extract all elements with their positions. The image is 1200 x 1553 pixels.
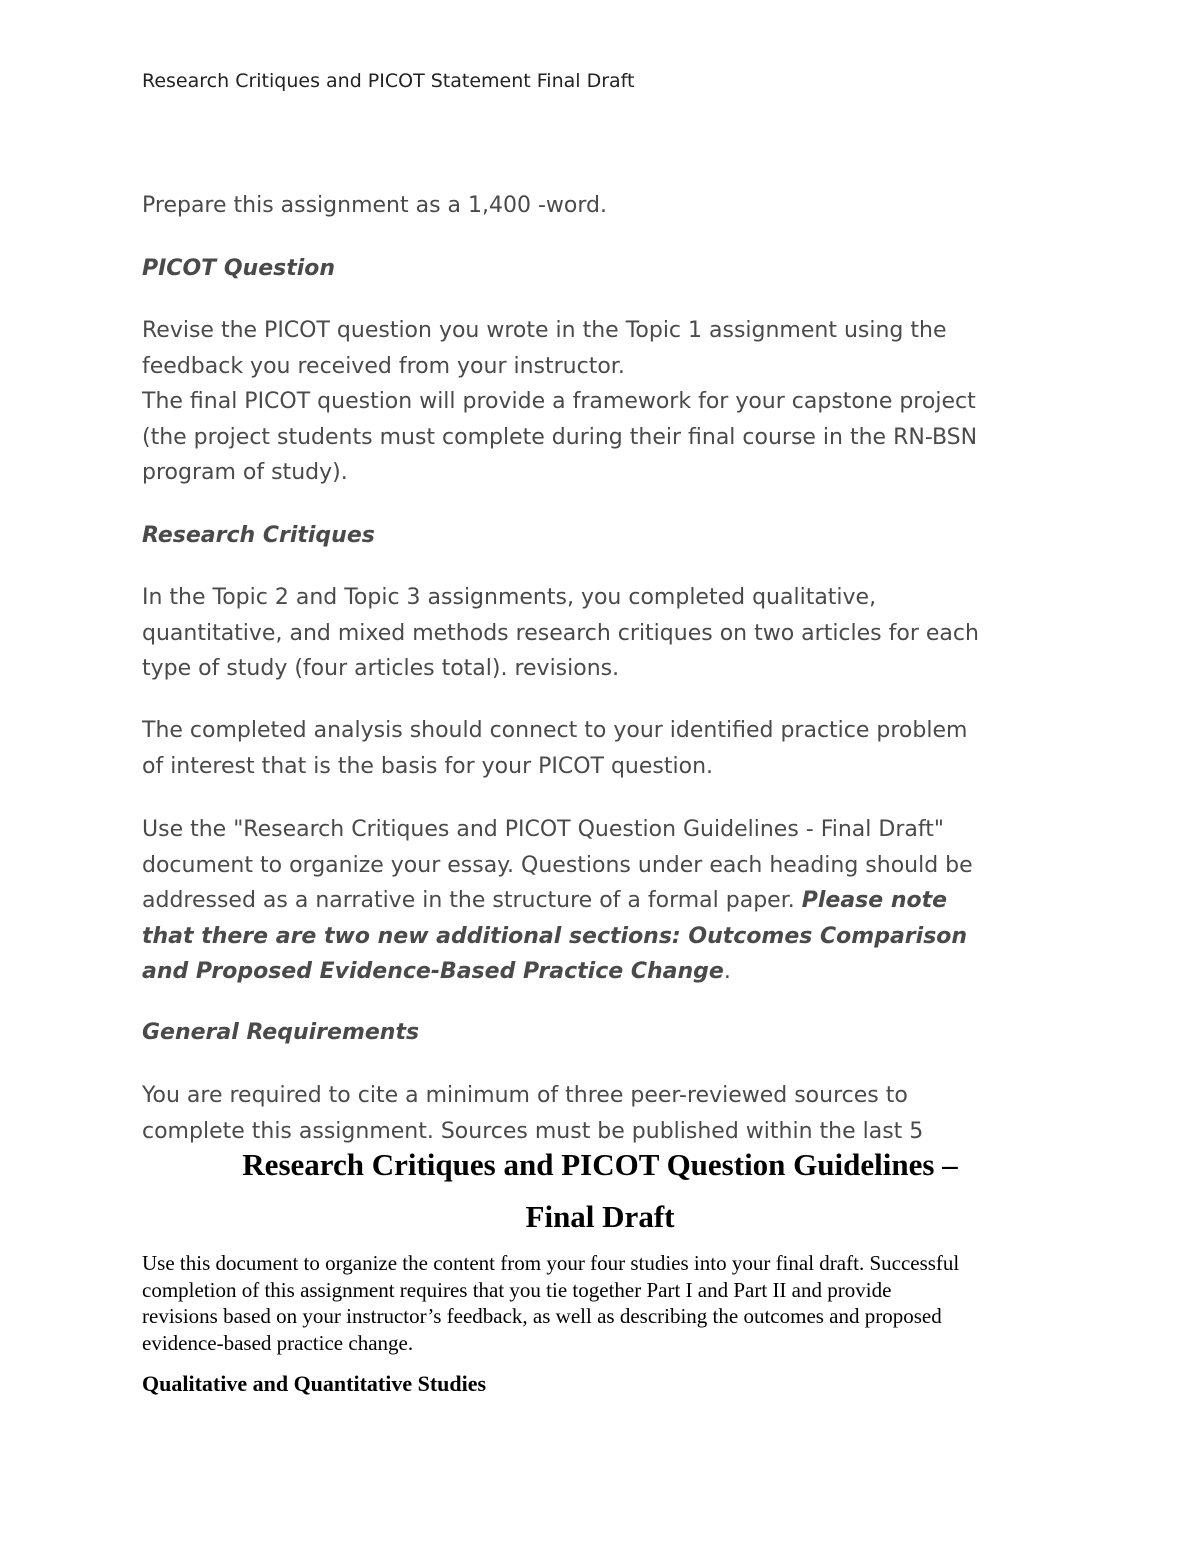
note-end: . xyxy=(723,959,731,984)
document-title: Research Critiques and PICOT Statement Final Draft xyxy=(142,70,635,92)
picot-paragraph xyxy=(142,313,1072,491)
paragraph-line: document to organize your essay. Questions under each heading should be xyxy=(142,852,973,878)
guidelines-paragraph xyxy=(142,812,1072,990)
intro-text: Prepare this assignment as a 1,400 -word. xyxy=(142,193,607,218)
note-emphasis: and Proposed Evidence-Based Practice Change xyxy=(142,959,724,984)
paragraph-line: Use the "Research Critiques and PICOT Question Guidelines - Final Draft" xyxy=(142,817,944,842)
paragraph-line: The completed analysis should connect to your identified practice problem xyxy=(142,718,968,743)
paragraph-line: type of study (four articles total). revisions. xyxy=(142,656,620,681)
critiques-heading-text: Research Critiques xyxy=(142,523,375,548)
guidelines-intro xyxy=(142,1250,1072,1356)
guidelines-title xyxy=(0,1139,1200,1243)
paragraph-line: feedback you received from your instructor. xyxy=(142,353,625,379)
paragraph-line: Use this document to organize the content from your four studies into your final draft. Successful xyxy=(142,1251,960,1275)
paragraph-line: evidence-based practice change. xyxy=(142,1330,414,1355)
note-emphasis: Please note xyxy=(801,888,948,913)
paragraph-line: revisions based on your instructor’s feedback, as well as describing the outcomes and proposed xyxy=(142,1304,942,1328)
paragraph-line: You are required to cite a minimum of three peer-reviewed sources to xyxy=(142,1083,908,1108)
critiques-paragraph xyxy=(142,580,1072,687)
paragraph-line xyxy=(142,883,1072,919)
guidelines-title-line: Final Draft xyxy=(525,1199,675,1234)
paragraph-line: In the Topic 2 and Topic 3 assignments, you completed qualitative, xyxy=(142,585,877,610)
paragraph-line: Revise the PICOT question you wrote in the Topic 1 assignment using the xyxy=(142,318,947,343)
paragraph-line: complete this assignment. Sources must be published within the last 5 xyxy=(142,1118,924,1144)
paragraph-line: (the project students must complete during their final course in the RN-BSN xyxy=(142,424,978,450)
critiques-heading xyxy=(142,518,1072,554)
paragraph-line xyxy=(142,954,1072,990)
paragraph-line: of interest that is the basis for your PICOT question. xyxy=(142,753,714,779)
analysis-paragraph xyxy=(142,713,1072,784)
paragraph-line-text: addressed as a narrative in the structure of a formal paper. xyxy=(142,888,802,913)
intro-paragraph xyxy=(142,188,1072,224)
section-heading: Qualitative and Quantitative Studies xyxy=(142,1371,487,1396)
picot-heading-text: PICOT Question xyxy=(142,256,336,281)
general-heading-text: General Requirements xyxy=(142,1020,420,1045)
note-emphasis-line: that there are two new additional sections: Outcomes Comparison xyxy=(142,923,968,949)
general-heading xyxy=(142,1015,1072,1051)
guidelines-title-line: Research Critiques and PICOT Question Guidelines – xyxy=(242,1147,958,1182)
paragraph-line: completion of this assignment requires that you tie together Part I and Part II and provide xyxy=(142,1277,892,1302)
picot-heading xyxy=(142,251,1072,287)
paragraph-line: The final PICOT question will provide a framework for your capstone project xyxy=(142,389,976,414)
paragraph-line: quantitative, and mixed methods research critiques on two articles for each xyxy=(142,620,979,646)
paragraph-line: program of study). xyxy=(142,460,348,485)
